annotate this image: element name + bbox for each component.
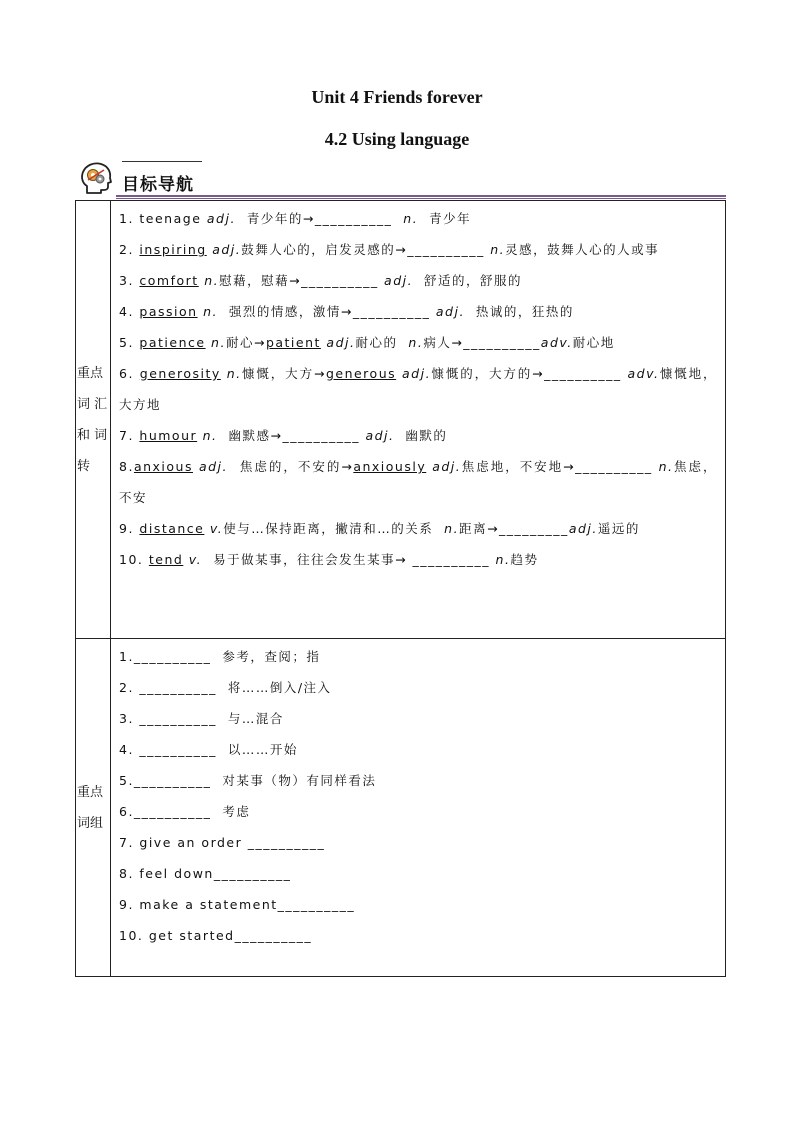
vocab-text: 2. [119,242,140,257]
vocab-text: 病人→__________ [423,335,541,350]
vocab-text: 易于做某事，往往会发生某事→ __________ [202,552,496,567]
vocab-word: inspiring [139,242,207,257]
vocab-word: patient [265,335,321,350]
part-of-speech: v. [188,552,203,567]
phrase-section [76,639,726,977]
vocab-word: passion [139,304,198,319]
vocab-item [119,513,717,544]
vocab-word: tend [148,552,184,567]
part-of-speech: adj. [326,335,356,350]
phrase-item: 4. __________ 以……开始 [119,742,298,757]
phrase-item: 8. feel down__________ [119,866,292,881]
phrase-item: 2. __________ 将……倒入/注入 [119,680,332,695]
vocab-word: generosity [139,366,221,381]
vocab-word: anxious [133,459,193,474]
vocab-text: 耐心→ [225,335,266,350]
category-line: 和 词 [77,427,108,443]
vocab-item [119,296,717,327]
category-line: 重点 [77,784,104,800]
part-of-speech: n. [408,335,424,350]
vocab-text: 使与…保持距离，撇清和…的关系 [223,521,445,536]
phrase-item: 6.__________ 考虑 [119,804,251,819]
vocab-text: 4. [119,304,140,319]
vocab-text: 3. [119,273,140,288]
vocab-text: 6. [119,366,140,381]
banner-label: 目标导航 [122,175,194,195]
phrase-item: 3. __________ 与…混合 [119,711,284,726]
vocab-item [119,203,717,234]
vocab-word: patience [139,335,206,350]
vocab-text: 遥远的 [597,521,640,536]
phrase-item: 9. make a statement__________ [119,897,356,912]
part-of-speech: adj. [435,304,465,319]
vocab-word: comfort [139,273,199,288]
vocab-text: 慷慨的，大方的→__________ [431,366,628,381]
banner-top-rule [122,161,202,162]
vocab-word: generous [325,366,397,381]
vocab-text: 慷慨，大方→ [241,366,326,381]
vocab-text: 幽默的 [394,428,448,443]
vocab-text: 5. [119,335,140,350]
vocab-category [76,201,111,639]
phrase-item: 7. give an order __________ [119,835,326,850]
part-of-speech: adj. [212,242,242,257]
vocab-item [119,234,717,265]
phrase-list [111,639,726,977]
vocab-word: distance [139,521,205,536]
unit-title: Unit 4 Friends forever [311,87,483,107]
part-of-speech: adv. [627,366,660,381]
part-of-speech: n. [658,459,674,474]
category-line: 重点 [77,365,104,381]
phrase-item: 10. get started__________ [119,928,313,943]
part-of-speech: adj. [432,459,462,474]
vocab-text: 强烈的情感，激情→__________ [217,304,436,319]
vocab-text: 耐心的 [355,335,409,350]
part-of-speech: adj. [402,366,432,381]
part-of-speech: n. [444,521,460,536]
part-of-speech: n. [211,335,226,350]
vocab-item [119,358,717,420]
vocab-text: 热诚的，狂热的 [464,304,574,319]
vocab-text: 耐心地 [572,335,615,350]
category-line: 转 [77,458,91,474]
category-line: 词 汇 [77,396,108,412]
vocab-text: 青少年的→__________ [235,211,404,226]
vocab-item [119,265,717,296]
vocab-text: 灵感，鼓舞人心的人或事 [505,242,660,257]
banner-rule-thin [116,198,726,199]
banner-rule [116,195,726,197]
section-banner [76,158,726,200]
vocab-text: 8. [119,459,134,474]
vocab-text: 焦虑，不安 [119,459,717,505]
phrase-item: 1.__________ 参考，查阅；指 [119,649,321,664]
part-of-speech: adv. [540,335,573,350]
vocab-text: 鼓舞人心的，启发灵感的→__________ [241,242,491,257]
phrase-category [76,639,111,977]
vocab-text: 10. [119,552,149,567]
vocab-text: 1. teenage [119,211,207,226]
vocab-word: anxiously [353,459,427,474]
vocab-text: 慷慨地，大方地 [119,366,717,412]
vocab-section [76,201,726,639]
vocab-text: 趋势 [510,552,539,567]
vocab-item [119,327,717,358]
vocab-text: 慰藉，慰藉→__________ [219,273,385,288]
vocab-list [111,201,726,639]
part-of-speech: adj. [365,428,395,443]
part-of-speech: n. [226,366,242,381]
phrase-item: 5.__________ 对某事（物）有同样看法 [119,773,377,788]
head-gears-icon [78,160,114,196]
vocab-item [119,451,717,513]
part-of-speech: n. [495,552,511,567]
objectives-table [75,200,726,977]
vocab-text: 焦虑地，不安地→__________ [461,459,659,474]
category-line: 词组 [77,815,104,831]
vocab-text: 7. [119,428,140,443]
vocab-text: 9. [119,521,140,536]
part-of-speech: adj. [198,459,228,474]
part-of-speech: n. [490,242,506,257]
vocab-item [119,544,717,575]
vocab-text: 焦虑的，不安的→ [228,459,354,474]
part-of-speech: v. [209,521,224,536]
vocab-text: 距离→_________ [459,521,569,536]
part-of-speech: n. [203,304,218,319]
vocab-text: 舒适的，舒服的 [413,273,523,288]
vocab-item [119,420,717,451]
part-of-speech: n. [204,273,220,288]
vocab-word: humour [139,428,198,443]
part-of-speech: n. [403,211,419,226]
part-of-speech: adj. [206,211,236,226]
part-of-speech: adj. [384,273,414,288]
vocab-text: 幽默感→__________ [217,428,366,443]
vocab-text: 青少年 [418,211,472,226]
lesson-title: 4.2 Using language [324,129,470,149]
part-of-speech: adj. [568,521,598,536]
part-of-speech: n. [202,428,218,443]
